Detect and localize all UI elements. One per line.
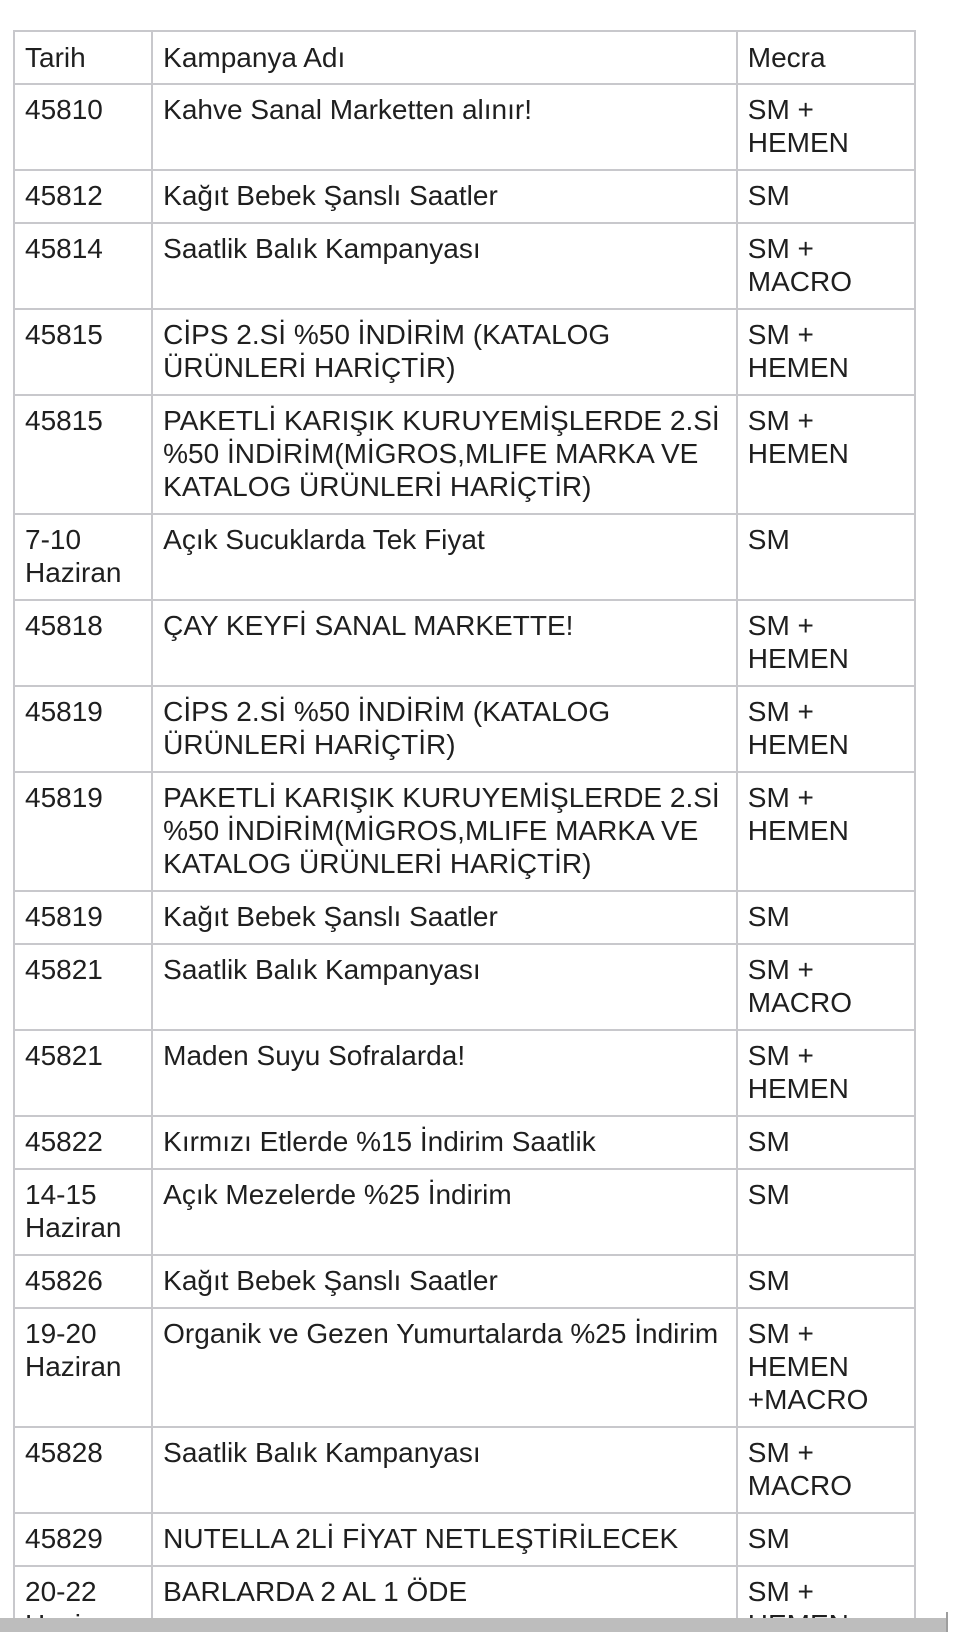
table-row — [14, 891, 915, 944]
cell-date: 45822 — [14, 1116, 152, 1169]
cell-campaign-name: Saatlik Balık Kampanyası — [152, 223, 737, 309]
table-row — [14, 600, 915, 686]
cell-campaign-name: Açık Sucuklarda Tek Fiyat — [152, 514, 737, 600]
cell-channel: SM — [737, 514, 915, 600]
cell-date: 45828 — [14, 1427, 152, 1513]
cell-channel: SM + MACRO — [737, 1427, 915, 1513]
cell-campaign-name: Organik ve Gezen Yumurtalarda %25 İndirim — [152, 1308, 737, 1427]
table-row — [14, 223, 915, 309]
table-row — [14, 84, 915, 170]
cell-campaign-name: BARLARDA 2 AL 1 ÖDE — [152, 1566, 737, 1632]
cell-channel: SM — [737, 891, 915, 944]
cell-channel: SM + — [737, 1566, 915, 1632]
cell-campaign-name: CİPS 2.Sİ %50 İNDİRİM (KATALOG ÜRÜNLERİ HARİÇTİR) — [152, 309, 737, 395]
cell-date: 45821 — [14, 944, 152, 1030]
cell-date: 45819 — [14, 686, 152, 772]
table-row — [14, 514, 915, 600]
table-row — [14, 170, 915, 223]
table-row — [14, 309, 915, 395]
cell-date: 45819 — [14, 772, 152, 891]
cell-date: 45812 — [14, 170, 152, 223]
cell-campaign-name: Kağıt Bebek Şanslı Saatler — [152, 891, 737, 944]
cell-date: 7-10 Haziran — [14, 514, 152, 600]
cell-channel: SM — [737, 1255, 915, 1308]
table-row — [14, 944, 915, 1030]
cell-campaign-name: Kağıt Bebek Şanslı Saatler — [152, 1255, 737, 1308]
cell-channel: SM + HEMEN — [737, 395, 915, 514]
cell-date: 45829 — [14, 1513, 152, 1566]
cell-date: 14-15 Haziran — [14, 1169, 152, 1255]
cell-channel: SM + MACRO — [737, 223, 915, 309]
cell-date: 45819 — [14, 891, 152, 944]
cell-channel: SM + MACRO — [737, 944, 915, 1030]
cell-campaign-name: Saatlik Balık Kampanyası — [152, 1427, 737, 1513]
cell-campaign-name: CİPS 2.Sİ %50 İNDİRİM (KATALOG ÜRÜNLERİ HARİÇTİR) — [152, 686, 737, 772]
table-row — [14, 1513, 915, 1566]
table-row — [14, 1255, 915, 1308]
cell-channel: SM — [737, 1169, 915, 1255]
cell-channel: SM — [737, 170, 915, 223]
cell-date: 45810 — [14, 84, 152, 170]
cell-channel: SM + HEMEN — [737, 600, 915, 686]
table-row — [14, 1030, 915, 1116]
table-row — [14, 1116, 915, 1169]
cell-campaign-name: Kağıt Bebek Şanslı Saatler — [152, 170, 737, 223]
cell-channel: SM + HEMEN — [737, 686, 915, 772]
table-row — [14, 686, 915, 772]
cell-channel: SM + HEMEN — [737, 772, 915, 891]
horizontal-scrollbar[interactable] — [0, 1618, 946, 1632]
table-header-row — [14, 31, 915, 84]
cell-channel: SM — [737, 1513, 915, 1566]
campaign-table — [13, 30, 916, 1632]
table-body — [14, 84, 915, 1632]
cell-date: 45818 — [14, 600, 152, 686]
table-row — [14, 395, 915, 514]
cell-channel: SM — [737, 1116, 915, 1169]
cell-campaign-name: PAKETLİ KARIŞIK KURUYEMİŞLERDE 2.Sİ %50 İNDİRİM(MİGROS,MLIFE MARKA VE KATALOG ÜRÜNLERİ HARİÇTİR) — [152, 395, 737, 514]
cell-date: 45826 — [14, 1255, 152, 1308]
cell-campaign-name: ÇAY KEYFİ SANAL MARKETTE! — [152, 600, 737, 686]
cell-date: 45815 — [14, 395, 152, 514]
header-channel: Mecra — [737, 31, 915, 84]
cell-campaign-name: Saatlik Balık Kampanyası — [152, 944, 737, 1030]
table-row — [14, 772, 915, 891]
cell-campaign-name: Kırmızı Etlerde %15 İndirim Saatlik — [152, 1116, 737, 1169]
scrollbar-end-marker — [946, 1612, 948, 1632]
header-campaign-name: Kampanya Adı — [152, 31, 737, 84]
cell-campaign-name: Kahve Sanal Marketten alınır! — [152, 84, 737, 170]
cell-campaign-name: Maden Suyu Sofralarda! — [152, 1030, 737, 1116]
cell-date: 19-20 Haziran — [14, 1308, 152, 1427]
table-row — [14, 1427, 915, 1513]
cell-campaign-name: NUTELLA 2Lİ FİYAT NETLEŞTİRİLECEK — [152, 1513, 737, 1566]
cell-date: 45814 — [14, 223, 152, 309]
table-row — [14, 1308, 915, 1427]
header-date: Tarih — [14, 31, 152, 84]
cell-date: 20-22 — [14, 1566, 152, 1632]
cell-campaign-name: PAKETLİ KARIŞIK KURUYEMİŞLERDE 2.Sİ %50 İNDİRİM(MİGROS,MLIFE MARKA VE KATALOG ÜRÜNLERİ HARİÇTİR) — [152, 772, 737, 891]
cell-date: 45815 — [14, 309, 152, 395]
cell-channel: SM + HEMEN +MACRO — [737, 1308, 915, 1427]
cell-date: 45821 — [14, 1030, 152, 1116]
cell-channel: SM + HEMEN — [737, 309, 915, 395]
cell-campaign-name: Açık Mezelerde %25 İndirim — [152, 1169, 737, 1255]
cell-channel: SM + HEMEN — [737, 1030, 915, 1116]
cell-channel: SM + HEMEN — [737, 84, 915, 170]
table-row — [14, 1169, 915, 1255]
